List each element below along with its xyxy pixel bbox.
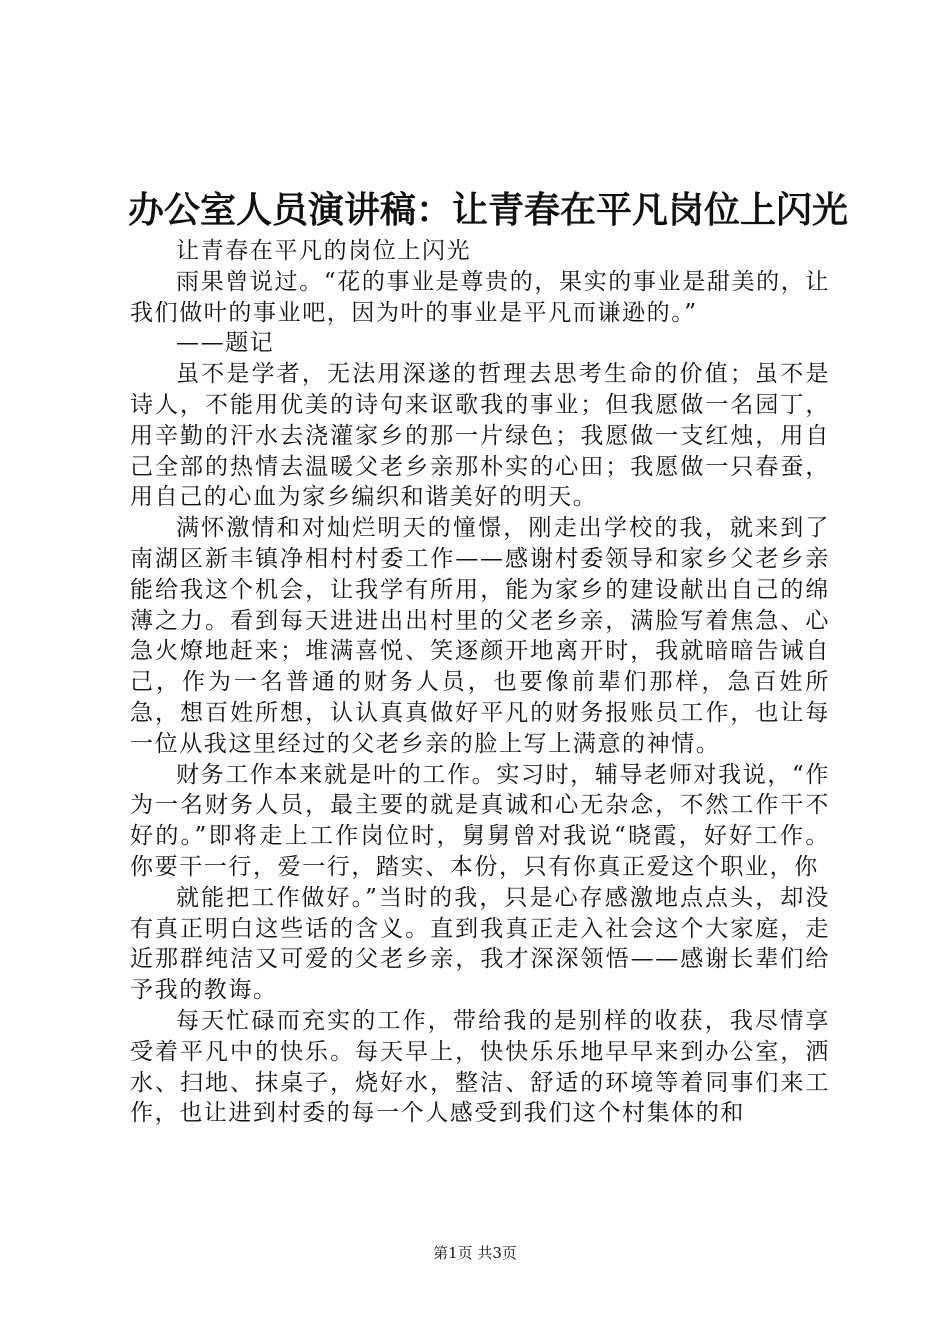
body-paragraph: 就能把工作做好。”当时的我，只是心存感激地点点头，却没有真正明白这些话的含义。直到我真正走入社会这个大家庭，走近那群纯洁又可爱的父老乡亲，我才深深领悟——感谢长辈们给予我的教诲。 [130,884,830,1004]
subtitle-paragraph: 让青春在平凡的岗位上闪光 [176,238,472,264]
document-title: 办公室人员演讲稿：让青春在平凡岗位上闪光 [128,189,849,231]
body-paragraph: 满怀激情和对灿烂明天的憧憬，刚走出学校的我，就来到了南湖区新丰镇净相村村委工作——感谢村委领导和家乡父老乡亲能给我这个机会，让我学有所用，能为家乡的建设献出自己的绵薄之力。看到每天进进出出村里的父老乡亲，满脸写着焦急、心急火燎地赶来；堆满喜悦、笑逐颜开地离开时，我就暗暗告诫自己，作为一名普通的财务人员，也要像前辈们那样，急百姓所急，想百姓所想，认认真真做好平凡的财务报账员工作，也让每一位从我这里经过的父老乡亲的脸上写上满意的神情。 [130,515,830,757]
quote-paragraph: 雨果曾说过。“花的事业是尊贵的，果实的事业是甜美的，让我们做叶的事业吧，因为叶的事业是平凡而谦逊的。” [130,268,830,326]
body-paragraph: 每天忙碌而充实的工作，带给我的是别样的收获，我尽情享受着平凡中的快乐。每天早上，快快乐乐地早早来到办公室，洒水、扫地、抹桌子，烧好水，整洁、舒适的环境等着同事们来工作，也让进到村委的每一个人感受到我们这个村集体的和 [130,1007,830,1127]
document-body [130,236,830,1129]
epigraph-attribution: ——题记 [176,330,275,357]
body-paragraph: 财务工作本来就是叶的工作。实习时，辅导老师对我说，“作为一名财务人员，最主要的就是真诚和心无杂念，不然工作干不好的。”即将走上工作岗位时，舅舅曾对我说“晓霞，好好工作。你要干一行，爱一行，踏实、本份，只有你真正爱这个职业，你 [130,761,830,880]
body-paragraph: 虽不是学者，无法用深遂的哲理去思考生命的价值；虽不是诗人，不能用优美的诗句来讴歌我的事业；但我愿做一名园丁，用辛勤的汗水去浇灌家乡的那一片绿色；我愿做一支红烛，用自己全部的热情去温暖父老乡亲那朴实的心田；我愿做一只春蚕，用自己的心血为家乡编织和谐美好的明天。 [130,361,830,511]
page-number-footer: 第1页 共3页 [433,1244,517,1262]
